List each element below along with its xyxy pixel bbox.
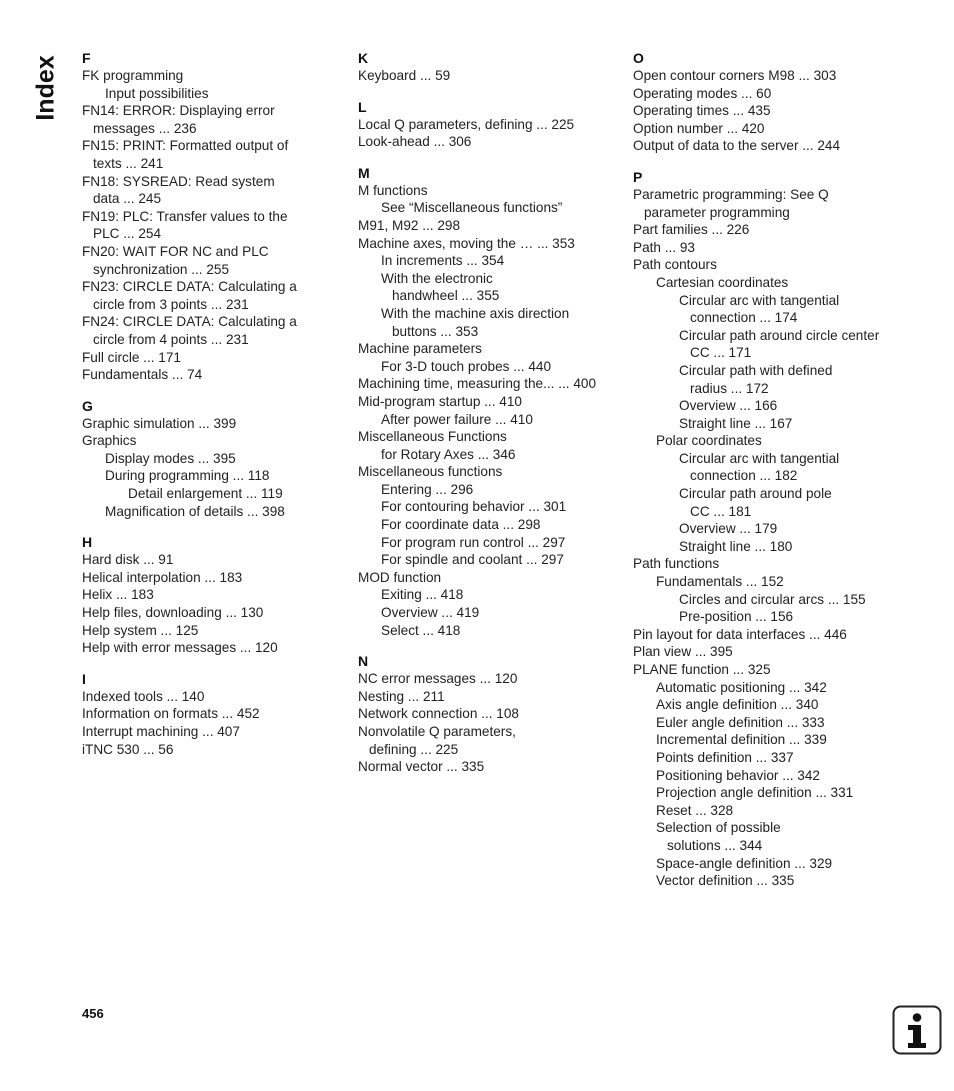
index-entry-line: Straight line ... 167: [679, 415, 793, 431]
index-entry-line: FK programming: [82, 68, 184, 83]
index-entry-line: Axis angle definition ... 340: [656, 697, 819, 713]
index-entry: [82, 503, 322, 521]
index-entry-line: Vector definition ... 335: [656, 873, 795, 889]
index-entry-line: Path contours: [633, 257, 717, 273]
index-entry: [358, 133, 610, 151]
index-entry-line: Display modes ... 395: [105, 450, 236, 466]
index-column-2: [358, 50, 610, 790]
index-entry-line: Polar coordinates: [656, 433, 762, 449]
index-entry: [358, 199, 610, 217]
index-entry: [358, 481, 610, 499]
index-entry: [633, 591, 893, 609]
index-entry: [82, 723, 322, 741]
index-entry-continuation: handwheel ... 355: [392, 288, 500, 304]
index-entry: [633, 643, 893, 661]
index-column-1: [82, 50, 322, 772]
index-entry-line: Option number ... 420: [633, 120, 765, 136]
index-section-f: [82, 50, 322, 384]
index-entry-line: Circular path with defined: [679, 362, 833, 378]
index-section-l: [358, 99, 610, 151]
index-section-k: [358, 50, 610, 85]
index-entry-line: For program run control ... 297: [381, 534, 566, 550]
index-entry-line: Hard disk ... 91: [82, 552, 174, 568]
index-entry: [82, 313, 322, 348]
index-entry: [358, 446, 610, 464]
index-entry-line: Operating modes ... 60: [633, 85, 772, 101]
index-entry: [82, 551, 322, 569]
index-entry: [358, 340, 610, 358]
index-entry: [633, 292, 893, 327]
index-entry-line: PLANE function ... 325: [633, 662, 771, 677]
index-entry: [358, 758, 610, 776]
index-entry-line: Miscellaneous Functions: [358, 429, 507, 445]
index-entry-line: Points definition ... 337: [656, 749, 794, 765]
index-entry-continuation: synchronization ... 255: [93, 261, 230, 277]
section-letter: L: [358, 98, 367, 115]
index-entry-line: Part families ... 226: [633, 222, 750, 238]
index-entry: [633, 767, 893, 785]
index-entry: [633, 137, 893, 155]
index-entry-continuation: connection ... 174: [690, 310, 798, 326]
index-entry-line: Detail enlargement ... 119: [128, 486, 283, 502]
index-entry-line: Overview ... 179: [679, 521, 778, 537]
index-title-text: Index: [31, 55, 60, 121]
index-column-3: [633, 50, 893, 904]
index-entry-line: Straight line ... 180: [679, 538, 793, 554]
index-entry: [633, 784, 893, 802]
index-entry-line: FN24: CIRCLE DATA: Calculating a: [82, 314, 297, 330]
index-entry: [358, 670, 610, 688]
index-entry: [82, 67, 322, 85]
index-entry: [82, 741, 322, 759]
index-entry: [633, 855, 893, 873]
index-entry-line: Machine axes, moving the … ... 353: [358, 235, 575, 251]
index-entry-line: Exiting ... 418: [381, 587, 464, 603]
index-entry: [633, 679, 893, 697]
index-entry: [633, 67, 893, 85]
index-entry-line: Local Q parameters, defining ... 225: [358, 116, 575, 132]
index-entry: [358, 411, 610, 429]
index-entry-line: Indexed tools ... 140: [82, 688, 205, 704]
index-entry-line: During programming ... 118: [105, 468, 270, 484]
index-entry-line: Graphic simulation ... 399: [82, 415, 237, 431]
index-entry-line: For coordinate data ... 298: [381, 517, 541, 533]
index-entry-line: Circular arc with tangential: [679, 450, 840, 466]
index-entry-continuation: circle from 4 points ... 231: [93, 331, 249, 347]
index-entry: [633, 415, 893, 433]
index-entry-line: Magnification of details ... 398: [105, 503, 285, 519]
index-entry: [633, 85, 893, 103]
index-entry-line: NC error messages ... 120: [358, 671, 518, 687]
index-entry-line: Entering ... 296: [381, 481, 474, 497]
index-entry: [358, 463, 610, 481]
index-section-p: [633, 169, 893, 890]
index-entry-continuation: data ... 245: [93, 191, 162, 207]
index-entry: [82, 639, 322, 657]
index-entry-line: Path functions: [633, 556, 720, 572]
section-letter: P: [633, 168, 643, 185]
index-entry: [633, 432, 893, 450]
index-entry-line: Positioning behavior ... 342: [656, 767, 820, 783]
index-entry-line: Overview ... 419: [381, 605, 480, 621]
index-entry-line: Network connection ... 108: [358, 706, 519, 722]
index-entry-continuation: CC ... 171: [690, 345, 752, 361]
index-entry: [82, 349, 322, 367]
index-entry-line: Help system ... 125: [82, 622, 199, 638]
index-entry-line: Circles and circular arcs ... 155: [679, 591, 866, 607]
index-entry-line: Circular path around circle center: [679, 327, 880, 343]
index-entry: [82, 366, 322, 384]
index-entry-line: Helical interpolation ... 183: [82, 569, 243, 585]
index-entry-line: See “Miscellaneous functions”: [381, 200, 563, 216]
index-entry: [82, 705, 322, 723]
index-entry-line: MOD function: [358, 569, 442, 585]
index-entry-line: FN19: PLC: Transfer values to the: [82, 208, 288, 224]
index-entry: [633, 714, 893, 732]
index-entry: [82, 688, 322, 706]
index-entry: [633, 802, 893, 820]
section-letter: F: [82, 50, 91, 66]
index-entry: [633, 256, 893, 274]
index-entry: [358, 67, 610, 85]
index-entry-line: Machining time, measuring the... ... 400: [358, 376, 597, 392]
index-entry-line: Operating times ... 435: [633, 103, 771, 119]
index-entry-line: Help with error messages ... 120: [82, 640, 278, 656]
section-letter: N: [358, 653, 369, 670]
index-entry: [82, 208, 322, 243]
index-entry: [82, 622, 322, 640]
index-entry: [633, 102, 893, 120]
index-entry-line: Fundamentals ... 152: [656, 574, 784, 590]
index-entry-line: Pre-position ... 156: [679, 609, 794, 625]
index-entry-line: Output of data to the server ... 244: [633, 138, 841, 154]
index-entry: [358, 270, 610, 305]
index-entry-line: FN18: SYSREAD: Read system: [82, 173, 275, 189]
index-entry-line: Interrupt machining ... 407: [82, 724, 240, 739]
index-entry: [358, 723, 610, 758]
index-entry: [633, 731, 893, 749]
index-entry-line: Look-ahead ... 306: [358, 134, 472, 150]
index-entry-line: M functions: [358, 182, 428, 198]
index-entry: [358, 358, 610, 376]
index-entry-line: With the machine axis direction: [381, 305, 570, 321]
index-entry: [82, 432, 322, 450]
index-entry: [633, 538, 893, 556]
index-entry: [633, 186, 893, 221]
index-entry-line: Projection angle definition ... 331: [656, 785, 854, 801]
index-entry: [633, 819, 893, 854]
index-entry: [633, 450, 893, 485]
index-section-h: [82, 534, 322, 657]
info-icon: [892, 1005, 942, 1055]
index-entry-line: Parametric programming: See Q: [633, 186, 829, 202]
index-entry-line: Help files, downloading ... 130: [82, 605, 264, 621]
index-entry: [82, 415, 322, 433]
index-entry: [82, 278, 322, 313]
index-entry-line: Space-angle definition ... 329: [656, 855, 833, 871]
index-entry: [633, 696, 893, 714]
index-entry-line: With the electronic: [381, 270, 493, 286]
index-entry: [82, 467, 322, 485]
index-entry-line: Nonvolatile Q parameters,: [358, 724, 516, 739]
index-entry: [358, 534, 610, 552]
index-entry-continuation: defining ... 225: [369, 741, 459, 757]
index-entry-line: Circular path around pole: [679, 486, 832, 502]
index-entry-line: M91, M92 ... 298: [358, 217, 461, 233]
index-entry: [633, 120, 893, 138]
index-entry-line: Pin layout for data interfaces ... 446: [633, 626, 847, 642]
index-entry: [82, 243, 322, 278]
index-entry-line: Overview ... 166: [679, 398, 778, 414]
index-entry-line: Selection of possible: [656, 820, 781, 836]
index-entry-continuation: parameter programming: [644, 204, 790, 220]
index-entry: [633, 749, 893, 767]
index-entry: [82, 85, 322, 103]
index-entry: [633, 520, 893, 538]
index-section-n: [358, 653, 610, 776]
index-entry: [358, 569, 610, 587]
index-entry-line: Helix ... 183: [82, 587, 154, 603]
index-entry-line: Path ... 93: [633, 239, 695, 255]
index-entry-continuation: solutions ... 344: [667, 837, 763, 853]
index-entry-line: Input possibilities: [105, 85, 209, 101]
index-entry: [358, 428, 610, 446]
index-entry-line: Select ... 418: [381, 622, 461, 638]
index-entry-line: Incremental definition ... 339: [656, 732, 827, 748]
index-entry: [633, 555, 893, 573]
index-entry-continuation: texts ... 241: [93, 155, 164, 171]
index-entry-line: Euler angle definition ... 333: [656, 714, 825, 730]
index-entry: [633, 626, 893, 644]
index-entry: [358, 217, 610, 235]
index-entry-continuation: messages ... 236: [93, 120, 197, 136]
index-entry: [82, 137, 322, 172]
section-letter: O: [633, 50, 644, 66]
index-section-m: [358, 165, 610, 639]
index-entry-line: for Rotary Axes ... 346: [381, 446, 516, 462]
section-letter: G: [82, 397, 93, 414]
index-entry: [633, 573, 893, 591]
index-entry-line: In increments ... 354: [381, 253, 505, 269]
index-entry: [633, 327, 893, 362]
index-entry-line: Reset ... 328: [656, 802, 734, 818]
index-entry: [82, 586, 322, 604]
index-entry: [82, 173, 322, 208]
index-entry-continuation: radius ... 172: [690, 380, 769, 396]
page-number: 456: [82, 1006, 104, 1021]
index-entry-line: FN14: ERROR: Displaying error: [82, 103, 275, 119]
index-entry-line: Circular arc with tangential: [679, 292, 840, 308]
index-entry: [358, 705, 610, 723]
index-entry: [358, 688, 610, 706]
index-entry: [633, 397, 893, 415]
index-entry-continuation: circle from 3 points ... 231: [93, 296, 249, 312]
index-entry-continuation: buttons ... 353: [392, 323, 479, 339]
index-entry: [358, 116, 610, 134]
index-entry: [633, 608, 893, 626]
index-entry-line: iTNC 530 ... 56: [82, 741, 174, 757]
index-entry-line: Normal vector ... 335: [358, 759, 485, 775]
index-entry: [358, 516, 610, 534]
index-entry: [633, 274, 893, 292]
index-entry-line: For spindle and coolant ... 297: [381, 552, 564, 568]
index-entry: [358, 498, 610, 516]
index-entry-line: For contouring behavior ... 301: [381, 499, 567, 515]
index-entry-line: FN15: PRINT: Formatted output of: [82, 138, 289, 154]
index-entry: [633, 872, 893, 890]
index-entry-line: Automatic positioning ... 342: [656, 679, 827, 695]
index-side-title: [28, 48, 64, 128]
index-entry-line: For 3-D touch probes ... 440: [381, 358, 552, 374]
index-entry-line: Keyboard ... 59: [358, 68, 451, 83]
index-entry: [82, 569, 322, 587]
index-entry-line: Plan view ... 395: [633, 644, 733, 660]
index-entry-line: Graphics: [82, 433, 137, 449]
index-entry: [358, 551, 610, 569]
index-section-g: [82, 398, 322, 521]
section-letter: K: [358, 50, 369, 66]
index-entry: [358, 604, 610, 622]
section-letter: M: [358, 164, 370, 181]
index-entry-line: FN20: WAIT FOR NC and PLC: [82, 243, 269, 259]
index-entry-continuation: CC ... 181: [690, 503, 752, 519]
index-entry: [358, 393, 610, 411]
index-entry-line: Nesting ... 211: [358, 688, 445, 704]
index-entry: [358, 182, 610, 200]
index-entry-line: Open contour corners M98 ... 303: [633, 68, 837, 83]
index-entry-continuation: PLC ... 254: [93, 226, 162, 242]
index-entry: [633, 661, 893, 679]
index-section-i: [82, 671, 322, 758]
index-entry-line: Cartesian coordinates: [656, 274, 789, 290]
section-letter: I: [82, 670, 86, 687]
index-entry-line: Miscellaneous functions: [358, 464, 503, 480]
index-entry-continuation: connection ... 182: [690, 468, 798, 484]
index-entry: [358, 622, 610, 640]
index-entry: [633, 239, 893, 257]
index-entry: [358, 252, 610, 270]
index-entry: [358, 305, 610, 340]
index-entry-line: Machine parameters: [358, 341, 482, 357]
index-entry-line: FN23: CIRCLE DATA: Calculating a: [82, 279, 297, 295]
index-entry-line: Information on formats ... 452: [82, 706, 260, 722]
index-entry-line: Fundamentals ... 74: [82, 367, 203, 383]
index-entry: [358, 586, 610, 604]
index-section-o: [633, 50, 893, 155]
index-entry: [82, 450, 322, 468]
index-entry: [358, 375, 610, 393]
index-entry: [82, 485, 322, 503]
section-letter: H: [82, 534, 93, 551]
index-entry-line: After power failure ... 410: [381, 411, 533, 427]
index-entry: [358, 235, 610, 253]
index-entry: [82, 102, 322, 137]
index-entry: [633, 485, 893, 520]
index-entry: [633, 221, 893, 239]
index-entry: [633, 362, 893, 397]
index-entry: [82, 604, 322, 622]
index-entry-line: Mid-program startup ... 410: [358, 393, 522, 409]
index-entry-line: Full circle ... 171: [82, 349, 181, 365]
